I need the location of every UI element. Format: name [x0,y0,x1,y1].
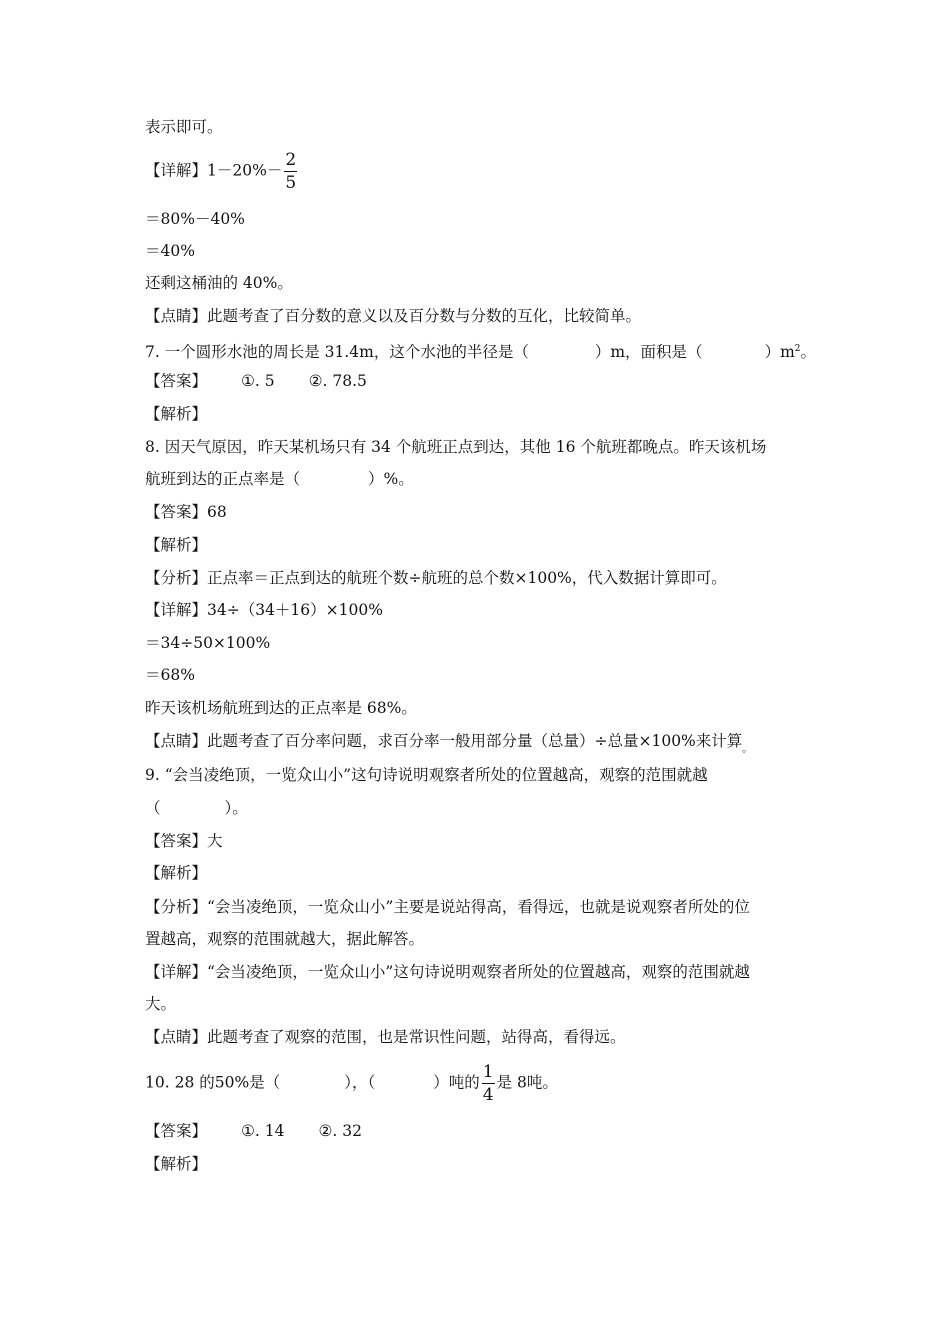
question-8: 8. 因天气原因，昨天某机场只有 34 个航班正点到达，其他 16 个航班都晚点。昨天该机场 [145,438,767,456]
text-line: 【点睛】此题考查了观察的范围，也是常识性问题，站得高，看得远。 [145,1028,626,1046]
fraction: $\frac{1}{4}$ [482,1062,494,1105]
text-line: 昨天该机场航班到达的正点率是 68%。 [145,699,417,717]
text-line: 【解析】 [145,864,208,882]
text-line: ＝40% [145,242,195,260]
detail-line: 【详解】1－20%－ $\frac{2}{5}$ [145,150,297,193]
text-line: 置越高，观察的范围就越大，据此解答。 [145,930,425,948]
text-line: 【分析】正点率＝正点到达的航班个数÷航班的总个数×100%，代入数据计算即可。 [145,569,727,587]
text-line: ＝34÷50×100% [145,634,271,652]
text-line: 【点睛】此题考查了百分率问题，求百分率一般用部分量（总量）÷总量×100%来计算$_。$ [145,732,753,755]
text-line: 【解析】 [145,536,208,554]
answer-10: 【答案】 ①. 14 ②. 32 [145,1122,362,1140]
text-line: ＝80%－40% [145,210,245,228]
text-line: 【解析】 [145,405,208,423]
text-line: 大。 [145,995,177,1013]
question-9-cont: （ ）。 [145,799,248,817]
question-7: 7. 一个圆形水池的周长是 31.4m，这个水池的半径是（ ）m，面积是（ ）$m^2$。 [145,343,817,361]
text-line: 表示即可。 [145,118,223,136]
answer-7: 【答案】 ①. 5 ②. 78.5 [145,372,367,390]
text-line: 【分析】“会当凌绝顶，一览众山小”主要是说站得高，看得远，也就是说观察者所处的位 [145,898,750,916]
text-line: 还剩这桶油的 40%。 [145,274,293,292]
question-9: 9. “会当凌绝顶，一览众山小”这句诗说明观察者所处的位置越高，观察的范围就越 [145,766,708,784]
question-8-cont: 航班到达的正点率是（ ）%。 [145,470,414,488]
text-line: 【解析】 [145,1155,208,1173]
question-10: 10. 28 的50%是（ ），（ ）吨的 $\frac{1}{4}$ 是 8吨。 [145,1062,558,1105]
answer-9: 【答案】大 [145,832,223,850]
text-line: 【点睛】此题考查了百分数的意义以及百分数与分数的互化，比较简单。 [145,307,642,325]
answer-8: 【答案】68 [145,503,227,521]
text-line: ＝68% [145,666,195,684]
text-line: 【详解】“会当凌绝顶，一览众山小”这句诗说明观察者所处的位置越高，观察的范围就越 [145,963,750,981]
text-line: 【详解】34÷（34＋16）×100% [145,601,383,619]
fraction: $\frac{2}{5}$ [285,150,297,193]
